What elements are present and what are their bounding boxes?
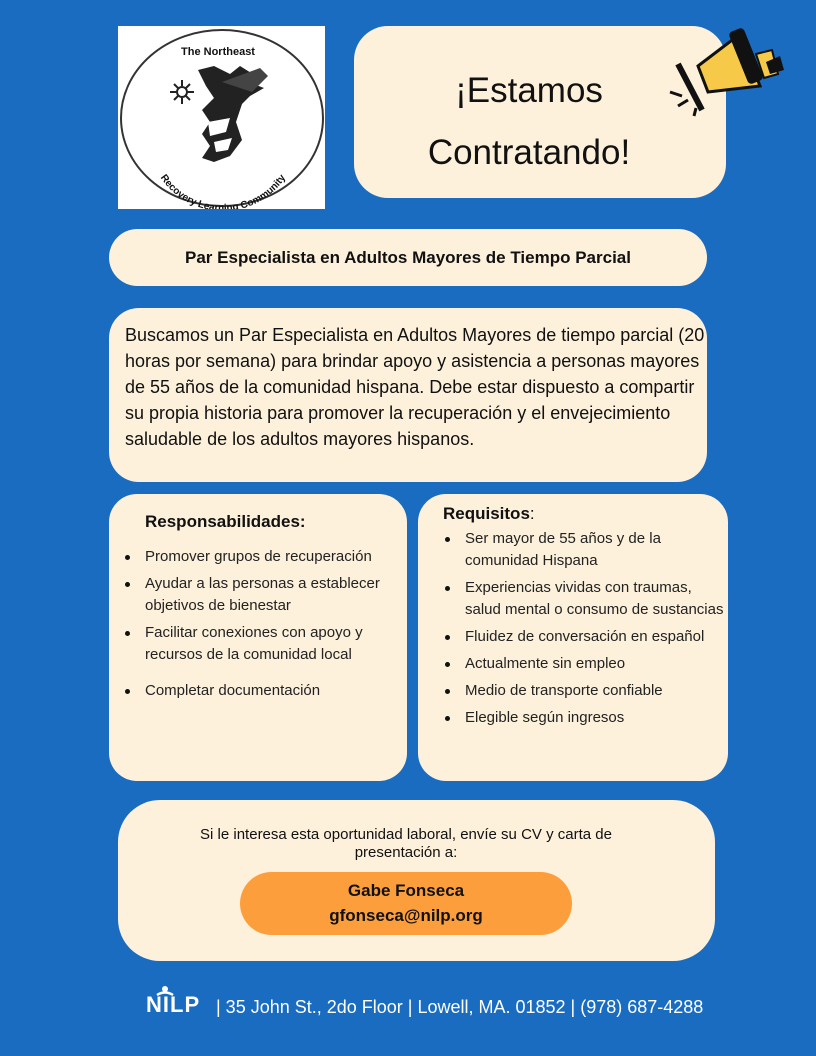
list-item: Actualmente sin empleo	[445, 653, 725, 675]
list-item: Completar documentación	[125, 680, 407, 702]
megaphone-icon	[668, 26, 786, 122]
list-item: Fluidez de conversación en español	[445, 626, 725, 648]
logo-bottom-text: Recovery Learning Community	[157, 172, 289, 209]
requirements-title	[443, 504, 535, 524]
responsibilities-title: Responsabilidades:	[145, 512, 306, 531]
requirements-title-text: Requisitos	[443, 504, 530, 523]
responsibilities-card	[109, 494, 407, 781]
contact-intro: Si le interesa esta oportunidad laboral, envíe su CV y carta de presentación a:	[200, 826, 612, 861]
requirements-title-colon: :	[529, 504, 535, 523]
headline-line-1: ¡Estamos	[455, 71, 603, 110]
headline-line-2: Contratando!	[427, 133, 631, 172]
requirements-card	[418, 494, 728, 781]
job-title: Par Especialista en Adultos Mayores de Tiempo Parcial	[185, 248, 631, 267]
list-item: Medio de transporte confiable	[445, 680, 725, 702]
list-item: Elegible según ingresos	[445, 707, 725, 729]
list-item: Experiencias vividas con traumas, salud mental o consumo de sustancias	[445, 577, 725, 621]
responsibilities-list	[125, 546, 407, 707]
description-card	[109, 308, 707, 482]
hiring-headline	[354, 60, 704, 184]
requirements-list	[445, 528, 725, 734]
contact-pill	[240, 872, 572, 935]
contact-card	[118, 800, 715, 961]
footer	[146, 986, 786, 1028]
contact-email-link[interactable]: gfonseca@nilp.org	[329, 906, 483, 925]
list-item: Facilitar conexiones con apoyo y recursos de la comunidad local	[125, 622, 407, 666]
list-item: Promover grupos de recuperación	[125, 546, 407, 568]
logo-top-text: The Northeast	[181, 46, 255, 58]
rlc-logo-seal	[118, 26, 325, 209]
rlc-logo	[118, 26, 325, 209]
job-title-card	[109, 229, 707, 286]
list-item: Ser mayor de 55 años y de la comunidad Hispana	[445, 528, 725, 572]
footer-address: | 35 John St., 2do Floor | Lowell, MA. 01852 | (978) 687-4288	[216, 997, 704, 1017]
job-description: Buscamos un Par Especialista en Adultos Mayores de tiempo parcial (20 horas por semana) para brindar apoyo y asistencia a personas mayores de 55 años de la comunidad hispana. Debe estar dispuesto a compartir su propia historia para promover la recuperación y el envejecimiento saludable de los adultos mayores hispanos.	[125, 325, 705, 449]
contact-name: Gabe Fonseca	[347, 881, 465, 900]
nilp-logo: NILP	[146, 992, 201, 1017]
list-item: Ayudar a las personas a establecer objetivos de bienestar	[125, 573, 407, 617]
